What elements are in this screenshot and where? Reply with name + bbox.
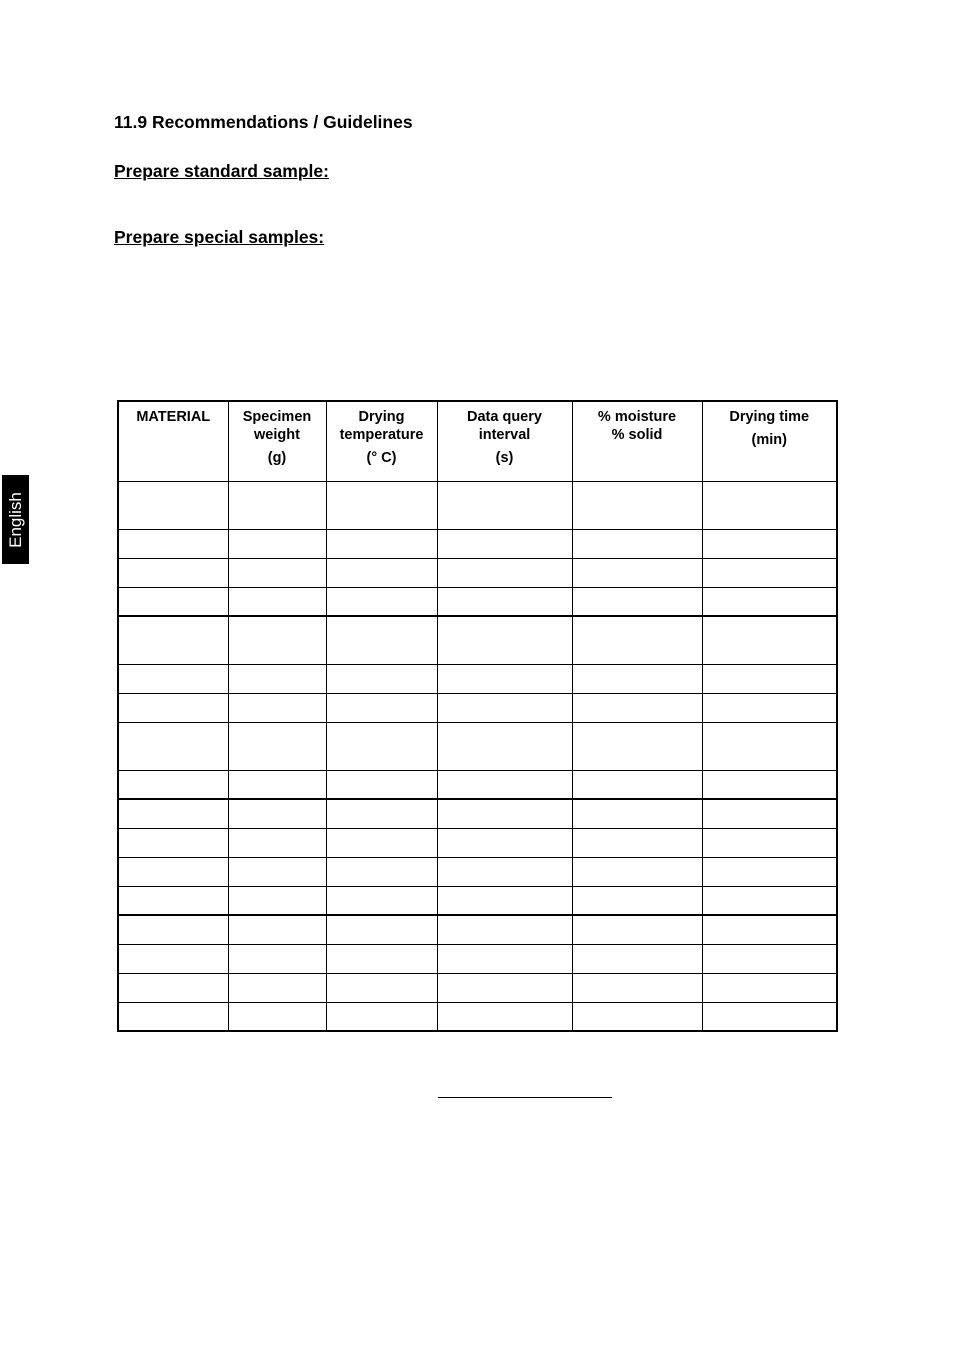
- table-cell[interactable]: [437, 693, 572, 722]
- table-cell[interactable]: [326, 828, 437, 857]
- table-cell[interactable]: [437, 857, 572, 886]
- table-row: [118, 616, 837, 664]
- header-specimen-line1: Specimen: [242, 409, 312, 425]
- header-moisture-line2: % solid: [611, 427, 663, 443]
- section-heading: 11.9 Recommendations / Guidelines: [114, 112, 413, 132]
- header-drying-time: [702, 401, 837, 481]
- table-cell[interactable]: [702, 828, 837, 857]
- table-cell[interactable]: [572, 799, 702, 828]
- table-cell[interactable]: [118, 664, 228, 693]
- table-cell[interactable]: [118, 828, 228, 857]
- table-cell[interactable]: [228, 770, 326, 799]
- table-cell[interactable]: [572, 558, 702, 587]
- table-cell[interactable]: [118, 973, 228, 1002]
- table-cell[interactable]: [572, 973, 702, 1002]
- table-cell[interactable]: [118, 1002, 228, 1031]
- table-cell[interactable]: [228, 616, 326, 664]
- table-cell[interactable]: [702, 722, 837, 770]
- table-cell[interactable]: [572, 722, 702, 770]
- table-cell[interactable]: [228, 828, 326, 857]
- table-cell[interactable]: [437, 529, 572, 558]
- table-cell[interactable]: [702, 529, 837, 558]
- table-cell[interactable]: [702, 799, 837, 828]
- table-cell[interactable]: [326, 799, 437, 828]
- table-cell[interactable]: [228, 886, 326, 915]
- header-drying-time-line1: Drying time: [729, 409, 810, 425]
- table-cell[interactable]: [437, 973, 572, 1002]
- table-cell[interactable]: [572, 529, 702, 558]
- table-cell[interactable]: [437, 915, 572, 944]
- header-specimen-line2: weight: [254, 427, 300, 443]
- table-cell[interactable]: [228, 915, 326, 944]
- table-cell[interactable]: [326, 857, 437, 886]
- table-cell[interactable]: [326, 770, 437, 799]
- header-data-query-line2: interval: [478, 427, 531, 443]
- table-cell[interactable]: [326, 558, 437, 587]
- table-cell[interactable]: [228, 529, 326, 558]
- header-specimen-weight: [228, 401, 326, 481]
- table-cell[interactable]: [228, 722, 326, 770]
- header-data-query-interval: [437, 401, 572, 481]
- table-cell[interactable]: [572, 770, 702, 799]
- table-row: [118, 664, 837, 693]
- footnote-separator-line: [438, 1097, 612, 1098]
- table-cell[interactable]: [228, 944, 326, 973]
- table-cell[interactable]: [118, 558, 228, 587]
- table-cell[interactable]: [118, 722, 228, 770]
- guidelines-table: [117, 400, 838, 1032]
- table-row: [118, 1002, 837, 1031]
- table-row: [118, 722, 837, 770]
- table-cell[interactable]: [326, 529, 437, 558]
- table-cell[interactable]: [228, 693, 326, 722]
- table-cell[interactable]: [326, 616, 437, 664]
- prepare-special-samples-heading: Prepare special samples:: [114, 227, 325, 247]
- table-cell[interactable]: [326, 481, 437, 529]
- header-drying-temp-line1: Drying: [358, 409, 405, 425]
- table-row: [118, 481, 837, 529]
- table-cell[interactable]: [326, 915, 437, 944]
- table-row: [118, 770, 837, 799]
- table-cell[interactable]: [572, 481, 702, 529]
- table-cell[interactable]: [118, 857, 228, 886]
- table-cell[interactable]: [437, 664, 572, 693]
- table-cell[interactable]: [326, 886, 437, 915]
- header-drying-temperature: [326, 401, 437, 481]
- table-cell[interactable]: [572, 693, 702, 722]
- table-row: [118, 973, 837, 1002]
- language-side-tab: [2, 475, 29, 564]
- table-cell[interactable]: [572, 857, 702, 886]
- table-cell[interactable]: [702, 664, 837, 693]
- table-row: [118, 915, 837, 944]
- table-cell[interactable]: [702, 857, 837, 886]
- table-cell[interactable]: [702, 915, 837, 944]
- table-row: [118, 693, 837, 722]
- table-header-row: [118, 401, 837, 481]
- table-cell[interactable]: [326, 722, 437, 770]
- header-material-label: MATERIAL: [136, 409, 211, 425]
- table-cell[interactable]: [118, 799, 228, 828]
- table-cell[interactable]: [118, 529, 228, 558]
- table-cell[interactable]: [228, 558, 326, 587]
- table-cell[interactable]: [572, 616, 702, 664]
- table-cell[interactable]: [702, 886, 837, 915]
- header-data-query-line1: Data query: [467, 409, 542, 425]
- table-cell[interactable]: [228, 799, 326, 828]
- table-cell[interactable]: [118, 886, 228, 915]
- table-row: [118, 886, 837, 915]
- table-cell[interactable]: [572, 664, 702, 693]
- header-specimen-unit: (g): [267, 450, 287, 466]
- table-cell[interactable]: [437, 558, 572, 587]
- table-cell[interactable]: [118, 481, 228, 529]
- table-cell[interactable]: [437, 481, 572, 529]
- table-cell[interactable]: [437, 616, 572, 664]
- table-cell[interactable]: [326, 944, 437, 973]
- table-cell[interactable]: [326, 587, 437, 616]
- table-cell[interactable]: [572, 1002, 702, 1031]
- table-cell[interactable]: [572, 886, 702, 915]
- table-row: [118, 857, 837, 886]
- table-cell[interactable]: [437, 944, 572, 973]
- table-row: [118, 828, 837, 857]
- table-cell[interactable]: [326, 1002, 437, 1031]
- table-cell[interactable]: [572, 915, 702, 944]
- table-cell[interactable]: [702, 770, 837, 799]
- table-cell[interactable]: [118, 693, 228, 722]
- table-cell[interactable]: [437, 799, 572, 828]
- header-data-query-unit: (s): [495, 450, 514, 466]
- table-cell[interactable]: [702, 558, 837, 587]
- prepare-standard-sample-heading: Prepare standard sample:: [114, 161, 329, 181]
- table-row: [118, 799, 837, 828]
- table-cell[interactable]: [437, 770, 572, 799]
- table-cell[interactable]: [118, 944, 228, 973]
- header-drying-temp-unit: (° C): [366, 450, 397, 466]
- table-cell[interactable]: [702, 616, 837, 664]
- table-cell[interactable]: [228, 1002, 326, 1031]
- table-cell[interactable]: [228, 664, 326, 693]
- table-cell[interactable]: [228, 857, 326, 886]
- table-cell[interactable]: [572, 587, 702, 616]
- header-material: [118, 401, 228, 481]
- header-drying-temp-line2: temperature: [339, 427, 424, 443]
- table-cell[interactable]: [437, 587, 572, 616]
- table-cell[interactable]: [702, 693, 837, 722]
- table-row: [118, 529, 837, 558]
- table-cell[interactable]: [702, 587, 837, 616]
- table-cell[interactable]: [228, 587, 326, 616]
- table-cell[interactable]: [326, 693, 437, 722]
- table-cell[interactable]: [118, 587, 228, 616]
- header-drying-time-unit: (min): [751, 432, 787, 448]
- table-cell[interactable]: [437, 828, 572, 857]
- table-cell[interactable]: [118, 915, 228, 944]
- table-cell[interactable]: [572, 828, 702, 857]
- table-cell[interactable]: [572, 944, 702, 973]
- language-side-tab-label: English: [5, 491, 25, 548]
- table-cell[interactable]: [702, 944, 837, 973]
- header-moisture-line1: % moisture: [597, 409, 677, 425]
- table-cell[interactable]: [437, 1002, 572, 1031]
- table-cell[interactable]: [437, 722, 572, 770]
- table-cell[interactable]: [702, 973, 837, 1002]
- table-cell[interactable]: [326, 973, 437, 1002]
- table-row: [118, 558, 837, 587]
- header-moisture-solid: [572, 401, 702, 481]
- table-cell[interactable]: [326, 664, 437, 693]
- table-cell[interactable]: [118, 770, 228, 799]
- table-row: [118, 587, 837, 616]
- table-cell[interactable]: [118, 616, 228, 664]
- table-cell[interactable]: [228, 973, 326, 1002]
- table-cell[interactable]: [702, 481, 837, 529]
- table-row: [118, 944, 837, 973]
- table-cell[interactable]: [228, 481, 326, 529]
- table-cell[interactable]: [702, 1002, 837, 1031]
- table-cell[interactable]: [437, 886, 572, 915]
